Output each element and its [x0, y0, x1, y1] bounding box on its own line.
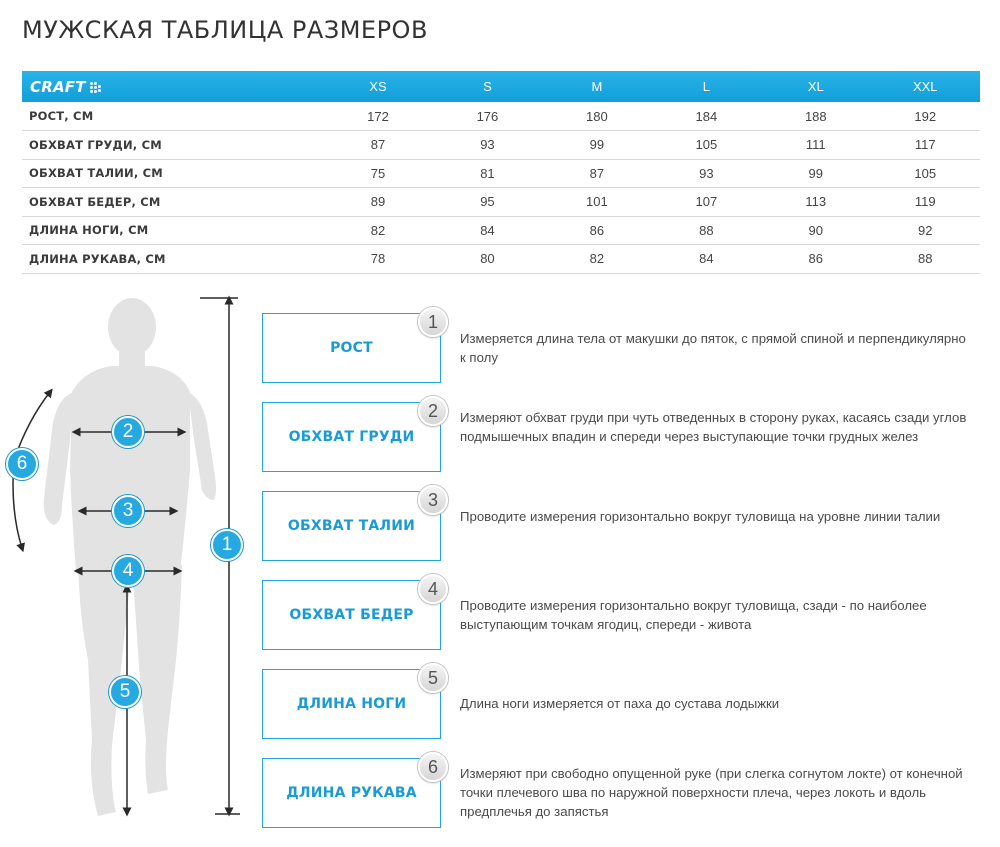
table-cell: 111 [761, 131, 870, 160]
table-cell: 75 [323, 159, 432, 188]
marker-height: 1 [211, 529, 243, 561]
measurement-label: ОБХВАТ БЕДЕР [289, 607, 414, 623]
marker-chest: 2 [112, 416, 144, 448]
measurement-description: Измеряют обхват груди при чуть отведенных в сторону руках, касаясь сзади углов подмышечных впадин и спереди через выступающие точки грудных желез [460, 410, 967, 444]
size-header-s: S [433, 71, 542, 102]
table-cell: 80 [433, 245, 542, 274]
table-cell: 113 [761, 188, 870, 217]
table-cell: 176 [433, 102, 542, 131]
measurement-label: ДЛИНА РУКАВА [286, 785, 417, 801]
step-number-badge: 4 [418, 574, 448, 604]
size-header-xxl: XXL [871, 71, 980, 102]
size-header-l: L [652, 71, 761, 102]
measurement-label: ДЛИНА НОГИ [296, 696, 407, 712]
measurement-label: ОБХВАТ ТАЛИИ [287, 518, 416, 534]
size-header-xl: XL [761, 71, 870, 102]
brand-dots-icon [89, 81, 103, 93]
brand-logo-cell [22, 71, 323, 102]
table-cell: 86 [542, 216, 651, 245]
measurement-box [262, 669, 441, 739]
table-cell: 87 [542, 159, 651, 188]
table-cell: 90 [761, 216, 870, 245]
table-cell: 86 [761, 245, 870, 274]
measurement-box [262, 402, 441, 472]
measurement-description: Измеряется длина тела от макушки до пяток, с прямой спиной и перпендикулярно к полу [460, 331, 966, 365]
table-cell: 84 [433, 216, 542, 245]
table-cell: 95 [433, 188, 542, 217]
measurement-box [262, 313, 441, 383]
brand-name: CRAFT [30, 77, 86, 96]
table-cell: 93 [433, 131, 542, 160]
table-cell: 105 [652, 131, 761, 160]
table-cell: 119 [871, 188, 980, 217]
craft-logo [30, 78, 103, 96]
table-cell: 81 [433, 159, 542, 188]
step-number-badge: 3 [418, 485, 448, 515]
body-figure [0, 285, 250, 830]
table-cell: 188 [761, 102, 870, 131]
row-label: ДЛИНА НОГИ, СМ [22, 216, 323, 245]
step-number-badge: 6 [418, 752, 448, 782]
table-cell: 78 [323, 245, 432, 274]
measurement-description: Проводите измерения горизонтально вокруг туловища, сзади - по наиболее выступающим точкам ягодиц, спереди - живота [460, 598, 927, 632]
marker-waist: 3 [112, 495, 144, 527]
table-cell: 192 [871, 102, 980, 131]
measurement-description: Проводите измерения горизонтально вокруг туловища на уровне линии талии [460, 509, 941, 524]
step-number-badge: 2 [418, 396, 448, 426]
table-row [22, 131, 980, 160]
table-cell: 184 [652, 102, 761, 131]
row-label: ОБХВАТ БЕДЕР, СМ [22, 188, 323, 217]
table-row [22, 159, 980, 188]
size-table [22, 71, 980, 274]
table-row [22, 245, 980, 274]
table-cell: 172 [323, 102, 432, 131]
table-cell: 180 [542, 102, 651, 131]
measurement-item-height [262, 313, 982, 385]
measurement-item-hips [262, 580, 982, 652]
table-cell: 99 [761, 159, 870, 188]
measurement-description: Длина ноги измеряется от паха до сустава лодыжки [460, 696, 780, 711]
table-cell: 99 [542, 131, 651, 160]
row-label: ОБХВАТ ТАЛИИ, СМ [22, 159, 323, 188]
table-cell: 88 [871, 245, 980, 274]
measurement-box [262, 491, 441, 561]
page-title: МУЖСКАЯ ТАБЛИЦА РАЗМЕРОВ [22, 16, 428, 44]
table-cell: 82 [542, 245, 651, 274]
table-cell: 107 [652, 188, 761, 217]
measurement-item-chest [262, 402, 982, 474]
table-cell: 105 [871, 159, 980, 188]
table-row [22, 216, 980, 245]
measurement-description: Измеряют при свободно опущенной руке (при слегка согнутом локте) от конечной точки плечевого шва по наружной поверхности плеча, через локоть и вдоль предплечья до запястья [460, 766, 963, 819]
measurement-box [262, 758, 441, 828]
table-cell: 84 [652, 245, 761, 274]
step-number-badge: 5 [418, 663, 448, 693]
table-cell: 92 [871, 216, 980, 245]
measurement-label: РОСТ [330, 340, 373, 356]
size-header-m: M [542, 71, 651, 102]
table-cell: 88 [652, 216, 761, 245]
measurement-box [262, 580, 441, 650]
table-header-row [22, 71, 980, 102]
table-row [22, 102, 980, 131]
marker-sleeve: 6 [6, 448, 38, 480]
step-number-badge: 1 [418, 307, 448, 337]
measurement-label: ОБХВАТ ГРУДИ [288, 429, 415, 445]
row-label: РОСТ, СМ [22, 102, 323, 131]
row-label: ДЛИНА РУКАВА, СМ [22, 245, 323, 274]
size-header-xs: XS [323, 71, 432, 102]
measurement-item-waist [262, 491, 982, 563]
measurement-item-sleeve [262, 758, 982, 830]
row-label: ОБХВАТ ГРУДИ, СМ [22, 131, 323, 160]
table-cell: 101 [542, 188, 651, 217]
marker-leg: 5 [109, 676, 141, 708]
table-cell: 117 [871, 131, 980, 160]
marker-hips: 4 [112, 555, 144, 587]
table-cell: 82 [323, 216, 432, 245]
table-cell: 89 [323, 188, 432, 217]
table-row [22, 188, 980, 217]
measurement-item-leg [262, 669, 982, 741]
table-cell: 93 [652, 159, 761, 188]
table-cell: 87 [323, 131, 432, 160]
